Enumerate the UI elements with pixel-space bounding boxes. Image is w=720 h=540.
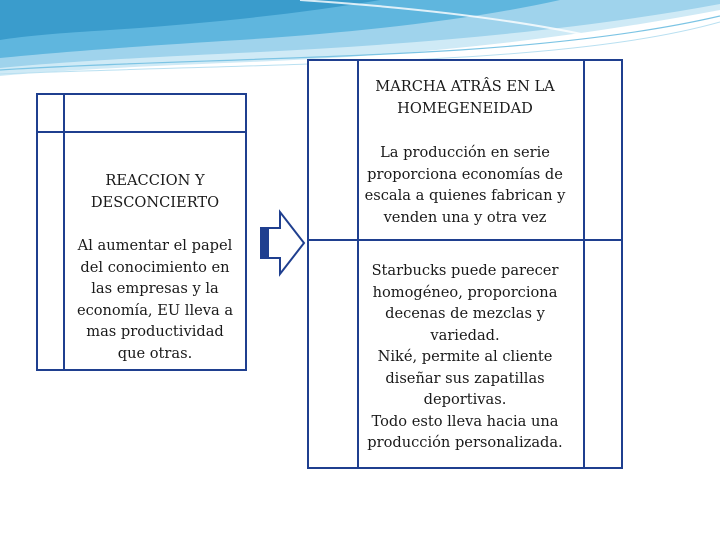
left-box-header-line: [38, 131, 245, 133]
left-box-title: REACCION Y DESCONCIERTO: [90, 172, 220, 211]
right-box-title: MARCHA ATRÂS EN LA HOMEGENEIDAD: [375, 78, 555, 117]
right-arrow-icon: [258, 208, 308, 278]
right-box-divider-right: [583, 61, 585, 467]
right-box-paragraph-2: Starbucks puede parecer homogéneo, proporciona decenas de mezclas y variedad. Niké, permite al cliente diseñar sus zapatillas deportivas. Todo esto lleva hacia una producción personalizada.: [367, 262, 563, 451]
right-box-section-line: [309, 239, 621, 241]
right-box-paragraph-1: La producción en serie proporciona economías de escala a quienes fabrican y venden una y otra vez: [364, 144, 566, 226]
left-box-body: Al aumentar el papel del conocimiento en las empresas y la economía, EU lleva a mas productividad que otras.: [76, 237, 234, 362]
